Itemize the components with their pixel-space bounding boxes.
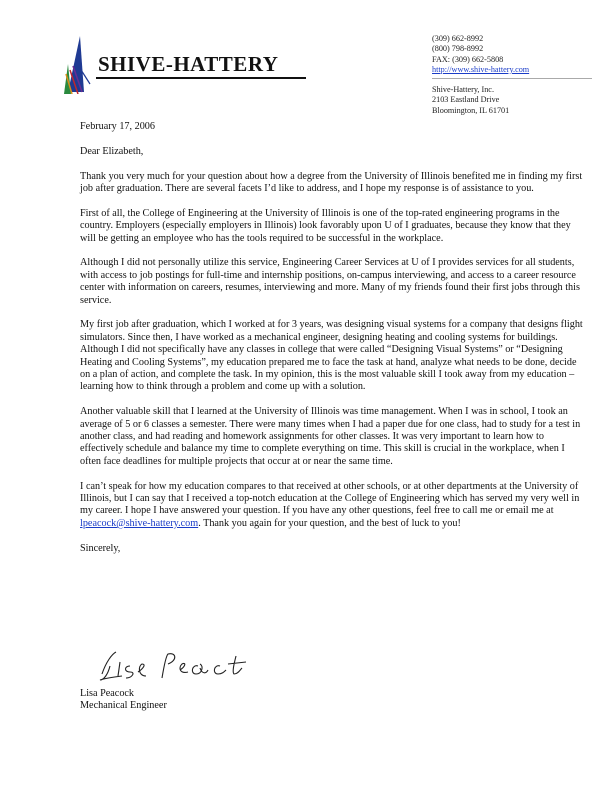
phone: (309) 662-8992 xyxy=(432,34,484,43)
website-link[interactable]: http://www.shive-hattery.com xyxy=(432,64,530,74)
letter-date: February 17, 2006 xyxy=(80,121,155,132)
signer-block xyxy=(80,688,167,713)
signer-title: Mechanical Engineer xyxy=(80,700,167,712)
phone-alt: (800) 798-8992 xyxy=(432,44,484,54)
header-divider xyxy=(432,78,592,79)
letter-body xyxy=(80,121,585,567)
salutation: Dear Elizabeth, xyxy=(80,145,144,157)
paragraph-6-end: . Thank you again for your question, and the best of luck to you! xyxy=(198,517,461,529)
paragraph-2: First of all, the College of Engineering at the University of Illinois is one of the top-rated engineering programs in the country. Employers (especially employers in Illinois) look favorably upon U of I graduates, because they know that they will be getting an employee who has the tools required to be successful in the workplace. xyxy=(80,207,571,244)
contact-block xyxy=(432,34,602,116)
email-link[interactable]: lpeacock@shive-hattery.com xyxy=(80,517,199,529)
signature-label: Lisa Peacock xyxy=(96,644,102,645)
paragraph-4: My first job after graduation, which I worked at for 3 years, was designing visual systems for a company that designs flight simulators. Since then, I have worked as a mechanical engineer, designing heating and cooling systems for buildings. Although I did not specifically have any classes in college that were called “Designing Visual Systems” or “Designing Heating and Cooling Systems”, my education prepared me to face the task at hand, analyze what needs to be done, decide on a plan of action, and complete the task. In my opinion, this is the most valuable skill I took away from my education – learning how to think through a problem and come up with a solution. xyxy=(80,319,583,393)
closing: Sincerely, xyxy=(80,542,121,554)
paragraph-5: Another valuable skill that I learned at the University of Illinois was time management. When I was in school, I took an average of 5 or 6 classes a semester. There were many times when I had a paper due for one class, had to study for a test in another class, and had reading and homework assignments for other classes. It was very important to learn how to effectively schedule and balance my time to complete everything on time. This skill is crucial in the workplace, when I often face deadlines for multiple projects that occur at or near the same time. xyxy=(80,406,581,467)
company-logo xyxy=(60,34,310,94)
fax: FAX: (309) 662-5808 xyxy=(432,54,504,64)
paragraph-1: Thank you very much for your question about how a degree from the University of Illinois benefited me in finding my first job after graduation. There are several facets I’d like to address, and I hope my response is of assistance to you. xyxy=(80,170,583,194)
paragraph-6-text: I can’t speak for how my education compares to that received at other schools, or at other departments at the University of Illinois, but I can say that I received a top-notch education at the College of Engineering which has served my very well in my career. I hope I have answered your question. If you have any other questions, feel free to call me or email me at xyxy=(80,480,580,517)
paragraph-6 xyxy=(80,481,585,531)
street-address: 2103 Eastland Drive xyxy=(432,95,500,105)
paragraph-3: Although I did not personally utilize this service, Engineering Career Services at U of I provides services for all students, with access to job postings for full-time and internship positions, on-campus interviewing, and access to a career resource center with information on careers, resumes, interviewing and more. Many of my friends found their first jobs through this service. xyxy=(80,257,580,306)
handwritten-signature xyxy=(96,644,266,684)
city-state-zip: Bloomington, IL 61701 xyxy=(432,105,510,115)
company-name: SHIVE-HATTERY xyxy=(98,52,279,76)
signer-name: Lisa Peacock xyxy=(80,688,135,699)
company-legal-name: Shive-Hattery, Inc. xyxy=(432,85,494,95)
logo-underline xyxy=(96,77,306,79)
